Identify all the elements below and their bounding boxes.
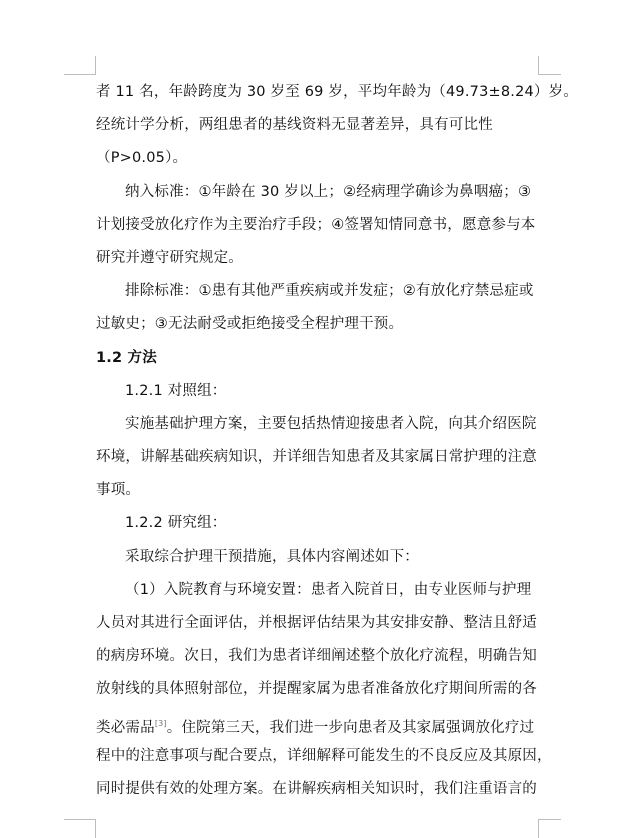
- margin-corner-bottom-right: [538, 819, 561, 838]
- control-group-line: 事项。: [96, 482, 141, 499]
- study-group-line: 人员对其进行全面评估，并根据评估结果为其安排安静、整洁且舒适: [96, 615, 537, 631]
- study-group-line: 采取综合护理干预措施，具体内容阐述如下：: [125, 548, 419, 565]
- paragraph-line: 者 11 名，年龄跨度为 30 岁至 69 岁，平均年龄为（49.73±8.24）岁。: [96, 84, 579, 100]
- document-body[interactable]: [96, 76, 579, 806]
- text-after-citation: 。住院第三天，我们进一步向患者及其家属强调放化疗过: [166, 719, 535, 736]
- section-heading: 1.2 方法: [96, 349, 157, 366]
- margin-corner-top-left: [64, 56, 96, 75]
- study-group-line: 同时提供有效的处理方案。在讲解疾病相关知识时，我们注重语言的: [96, 780, 537, 797]
- paragraph-line: 经统计学分析，两组患者的基线资料无显著差异，具有可比性: [96, 117, 493, 134]
- margin-corner-bottom-left: [64, 819, 96, 838]
- text-before-citation: 类必需品: [96, 719, 155, 736]
- exclusion-criteria-line: 过敏史；③无法耐受或拒绝接受全程护理干预。: [96, 316, 404, 333]
- control-group-line: 实施基础护理方案，主要包括热情迎接患者入院，向其介绍医院: [125, 415, 537, 432]
- study-group-line: [96, 707, 540, 740]
- study-group-line: 放射线的具体照射部位，并提醒家属为患者准备放化疗期间所需的各: [96, 681, 537, 698]
- control-group-line: 环境，讲解基础疾病知识，并详细告知患者及其家属日常护理的注意: [96, 449, 537, 466]
- citation-reference[interactable]: [3]: [154, 718, 167, 728]
- study-group-line: （1）入院教育与环境安置：患者入院首日，由专业医师与护理: [125, 581, 532, 598]
- subsection-heading-control: 1.2.1 对照组：: [125, 382, 227, 399]
- study-group-line: 的病房环境。次日，我们为患者详细阐述整个放化疗流程，明确告知: [96, 648, 537, 665]
- margin-corner-top-right: [538, 56, 561, 75]
- study-group-line: 程中的注意事项与配合要点，详细解释可能发生的不良反应及其原因，: [96, 747, 552, 764]
- subsection-heading-study: 1.2.2 研究组：: [125, 515, 227, 532]
- exclusion-criteria-line: 排除标准：①患有其他严重疾病或并发症；②有放化疗禁忌症或: [125, 283, 534, 300]
- inclusion-criteria-line: 纳入标准：①年龄在 30 岁以上；②经病理学确诊为鼻咽癌；③: [125, 183, 532, 200]
- inclusion-criteria-line: 计划接受放化疗作为主要治疗手段；④签署知情同意书，愿意参与本: [96, 216, 536, 233]
- paragraph-line: （P>0.05）。: [96, 150, 188, 167]
- inclusion-criteria-line: 研究并遵守研究规定。: [96, 249, 243, 266]
